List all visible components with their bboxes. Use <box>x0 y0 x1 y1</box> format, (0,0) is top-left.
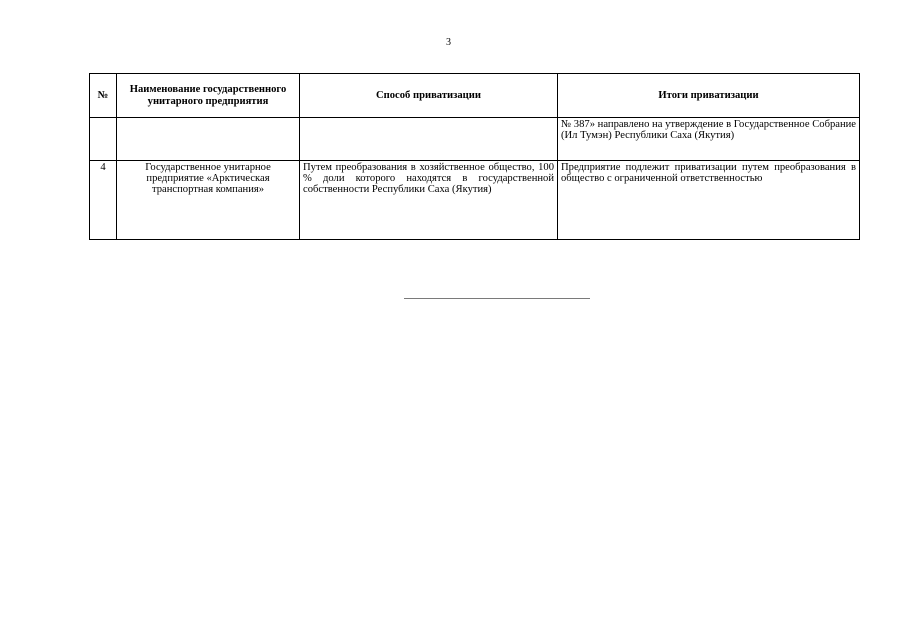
cell-name: Государственное унитарное предприятие «Арктическая транспортная компания» <box>117 161 300 240</box>
header-results: Итоги приватизации <box>558 74 860 118</box>
header-method: Способ приватизации <box>300 74 558 118</box>
table-row <box>90 118 860 161</box>
table-body <box>90 118 860 240</box>
cell-name <box>117 118 300 161</box>
cell-method <box>300 118 558 161</box>
cell-results: Предприятие подлежит приватизации путем преобразования в общество с ограниченной ответственностью <box>558 161 860 240</box>
page-number <box>0 37 905 49</box>
header-row <box>90 74 860 118</box>
header-num: № <box>90 74 117 118</box>
table-header <box>90 74 860 118</box>
header-name: Наименование государственного унитарного предприятия <box>117 74 300 118</box>
table-row <box>90 161 860 240</box>
cell-method: Путем преобразования в хозяйственное общество, 100 % доли которого находятся в государственной собственности Республики Саха (Якутия) <box>300 161 558 240</box>
page-number-text: 3 <box>446 37 451 48</box>
cell-num <box>90 118 117 161</box>
privatization-table <box>89 73 860 240</box>
cell-num: 4 <box>90 161 117 240</box>
cell-results: № 387» направлено на утверждение в Государственное Собрание (Ил Тумэн) Республики Саха (Якутия) <box>558 118 860 161</box>
end-of-document-line <box>404 298 590 299</box>
